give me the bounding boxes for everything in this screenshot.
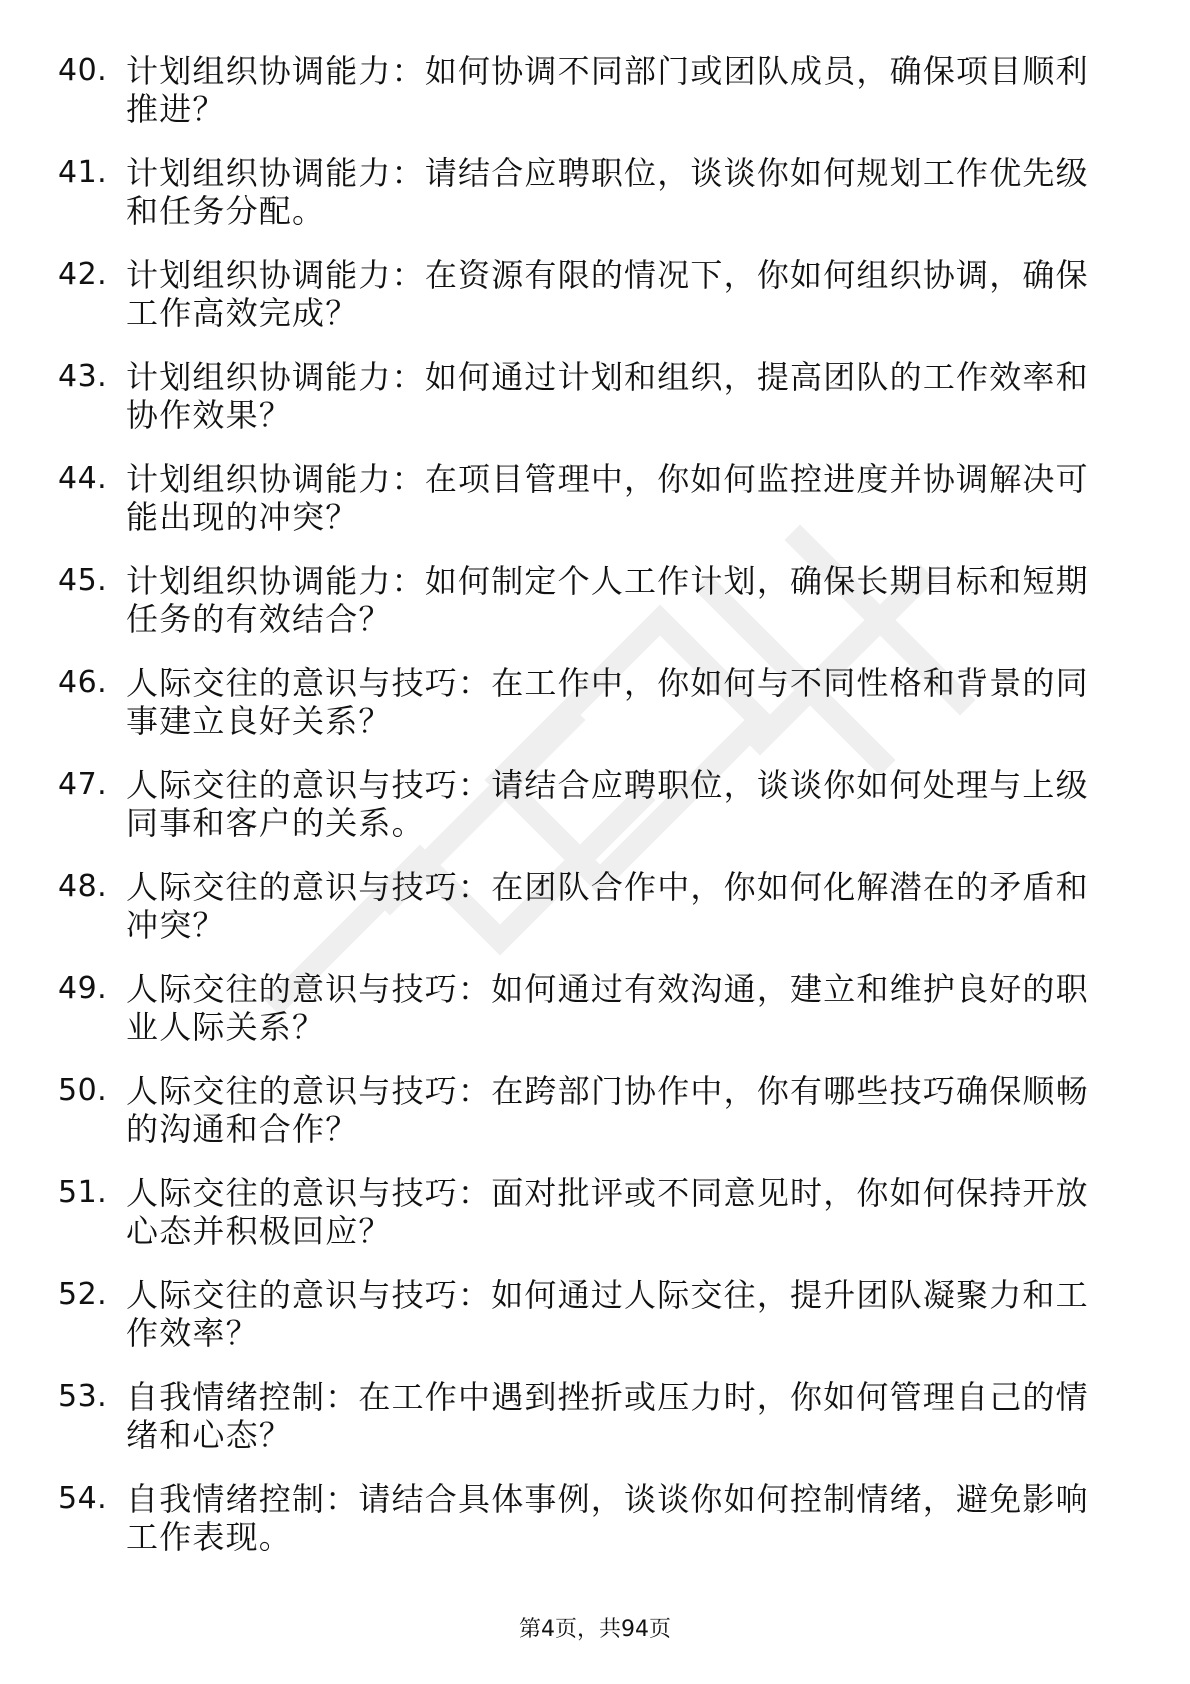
list-item bbox=[58, 1072, 1120, 1174]
item-number: 45. bbox=[58, 563, 108, 598]
item-category: 自我情绪控制 bbox=[126, 1480, 326, 1518]
item-text bbox=[126, 1378, 1120, 1454]
item-number: 47. bbox=[58, 767, 108, 802]
item-category: 计划组织协调能力 bbox=[126, 154, 392, 192]
item-question: 面对批评或不同意见时，你如何保持开放心态并积极回应？ bbox=[126, 1174, 1089, 1250]
item-category: 人际交往的意识与技巧 bbox=[126, 1276, 459, 1314]
item-number: 52. bbox=[58, 1277, 108, 1312]
item-question: 在团队合作中，你如何化解潜在的矛盾和冲突？ bbox=[126, 868, 1089, 944]
item-question: 如何通过人际交往，提升团队凝聚力和工作效率？ bbox=[126, 1276, 1089, 1352]
item-text bbox=[126, 460, 1120, 536]
item-category: 人际交往的意识与技巧 bbox=[126, 868, 459, 906]
item-separator: ： bbox=[391, 562, 425, 600]
item-number: 54. bbox=[58, 1481, 108, 1516]
item-number: 51. bbox=[58, 1175, 108, 1210]
list-item bbox=[58, 358, 1120, 460]
item-question: 在工作中遇到挫折或压力时，你如何管理自己的情绪和心态？ bbox=[126, 1378, 1089, 1454]
item-separator: ： bbox=[458, 1276, 492, 1314]
item-separator: ： bbox=[391, 460, 425, 498]
item-separator: ： bbox=[391, 256, 425, 294]
item-question: 请结合具体事例，谈谈你如何控制情绪，避免影响工作表现。 bbox=[126, 1480, 1089, 1556]
list-item bbox=[58, 1378, 1120, 1480]
item-question: 如何通过计划和组织，提高团队的工作效率和协作效果？ bbox=[126, 358, 1089, 434]
item-question: 在跨部门协作中，你有哪些技巧确保顺畅的沟通和合作？ bbox=[126, 1072, 1089, 1148]
item-text bbox=[126, 1480, 1120, 1556]
item-category: 人际交往的意识与技巧 bbox=[126, 766, 459, 804]
item-text bbox=[126, 358, 1120, 434]
item-category: 人际交往的意识与技巧 bbox=[126, 664, 459, 702]
item-question: 在项目管理中，你如何监控进度并协调解决可能出现的冲突？ bbox=[126, 460, 1089, 536]
list-item bbox=[58, 868, 1120, 970]
item-question: 如何协调不同部门或团队成员，确保项目顺利推进？ bbox=[126, 52, 1089, 128]
item-separator: ： bbox=[458, 766, 492, 804]
item-text bbox=[126, 1174, 1120, 1250]
item-text bbox=[126, 1276, 1120, 1352]
item-category: 人际交往的意识与技巧 bbox=[126, 1174, 459, 1212]
item-number: 41. bbox=[58, 155, 108, 190]
list-item bbox=[58, 1276, 1120, 1378]
item-text bbox=[126, 766, 1120, 842]
list-item bbox=[58, 766, 1120, 868]
item-text bbox=[126, 664, 1120, 740]
item-text bbox=[126, 562, 1120, 638]
item-separator: ： bbox=[391, 52, 425, 90]
list-item bbox=[58, 52, 1120, 154]
item-separator: ： bbox=[325, 1378, 359, 1416]
item-text bbox=[126, 1072, 1120, 1148]
page-footer: 第4页，共94页 bbox=[519, 1617, 671, 1642]
item-separator: ： bbox=[325, 1480, 359, 1518]
list-item bbox=[58, 562, 1120, 664]
item-category: 自我情绪控制 bbox=[126, 1378, 326, 1416]
item-question: 如何通过有效沟通，建立和维护良好的职业人际关系？ bbox=[126, 970, 1089, 1046]
item-separator: ： bbox=[458, 970, 492, 1008]
list-item bbox=[58, 256, 1120, 358]
item-text bbox=[126, 868, 1120, 944]
list-item bbox=[58, 460, 1120, 562]
item-category: 计划组织协调能力 bbox=[126, 358, 392, 396]
item-number: 43. bbox=[58, 359, 108, 394]
item-question: 在资源有限的情况下，你如何组织协调，确保工作高效完成？ bbox=[126, 256, 1089, 332]
item-number: 50. bbox=[58, 1073, 108, 1108]
item-separator: ： bbox=[458, 664, 492, 702]
item-category: 人际交往的意识与技巧 bbox=[126, 970, 459, 1008]
item-number: 44. bbox=[58, 461, 108, 496]
item-number: 53. bbox=[58, 1379, 108, 1414]
list-item bbox=[58, 664, 1120, 766]
item-number: 46. bbox=[58, 665, 108, 700]
item-separator: ： bbox=[391, 154, 425, 192]
item-separator: ： bbox=[458, 1174, 492, 1212]
item-separator: ： bbox=[458, 868, 492, 906]
question-list bbox=[58, 52, 1120, 1582]
list-item bbox=[58, 970, 1120, 1072]
item-category: 计划组织协调能力 bbox=[126, 52, 392, 90]
list-item bbox=[58, 1480, 1120, 1582]
item-number: 48. bbox=[58, 869, 108, 904]
item-separator: ： bbox=[391, 358, 425, 396]
item-category: 计划组织协调能力 bbox=[126, 256, 392, 294]
item-category: 计划组织协调能力 bbox=[126, 460, 392, 498]
item-text bbox=[126, 52, 1120, 128]
item-separator: ： bbox=[458, 1072, 492, 1110]
item-text bbox=[126, 970, 1120, 1046]
item-number: 49. bbox=[58, 971, 108, 1006]
item-question: 如何制定个人工作计划，确保长期目标和短期任务的有效结合？ bbox=[126, 562, 1089, 638]
item-number: 40. bbox=[58, 53, 108, 88]
item-text bbox=[126, 154, 1120, 230]
list-item bbox=[58, 154, 1120, 256]
item-question: 在工作中，你如何与不同性格和背景的同事建立良好关系？ bbox=[126, 664, 1089, 740]
item-text bbox=[126, 256, 1120, 332]
item-question: 请结合应聘职位，谈谈你如何规划工作优先级和任务分配。 bbox=[126, 154, 1089, 230]
item-question: 请结合应聘职位，谈谈你如何处理与上级同事和客户的关系。 bbox=[126, 766, 1089, 842]
list-item bbox=[58, 1174, 1120, 1276]
item-number: 42. bbox=[58, 257, 108, 292]
item-category: 人际交往的意识与技巧 bbox=[126, 1072, 459, 1110]
item-category: 计划组织协调能力 bbox=[126, 562, 392, 600]
